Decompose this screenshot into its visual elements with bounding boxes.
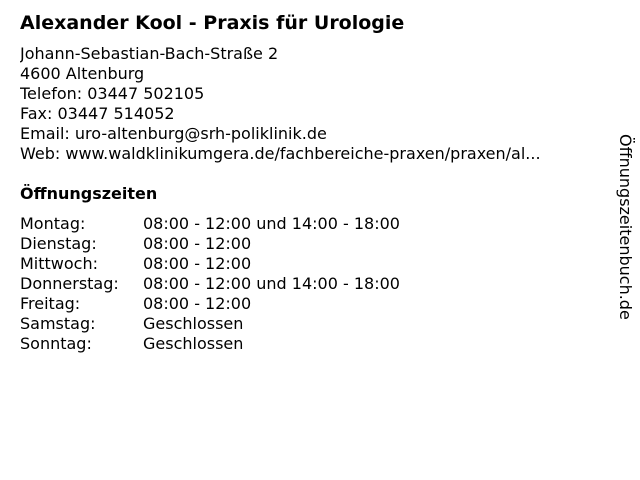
site-brand-vertical: Öffnungszeitenbuch.de [616, 134, 635, 320]
hours-row-wednesday [20, 254, 400, 274]
website-link: Web: www.waldklinikumgera.de/fachbereiche-praxen/praxen/al... [20, 144, 541, 163]
day-label: Mittwoch: [20, 254, 98, 273]
opening-hours-heading: Öffnungszeiten [20, 184, 158, 203]
day-hours: Geschlossen [143, 334, 244, 353]
day-hours: 08:00 - 12:00 [143, 254, 252, 273]
hours-row-thursday [20, 274, 400, 294]
day-label: Sonntag: [20, 334, 92, 353]
hours-row-saturday [20, 314, 400, 334]
phone-number: Telefon: 03447 502105 [20, 84, 205, 103]
day-hours: 08:00 - 12:00 [143, 294, 252, 313]
hours-row-friday [20, 294, 400, 314]
contact-block [20, 44, 595, 164]
opening-hours-list [20, 214, 400, 354]
day-hours: 08:00 - 12:00 und 14:00 - 18:00 [143, 274, 400, 293]
fax-number: Fax: 03447 514052 [20, 104, 175, 123]
day-hours: 08:00 - 12:00 und 14:00 - 18:00 [143, 214, 400, 233]
day-label: Samstag: [20, 314, 96, 333]
hours-row-tuesday [20, 234, 400, 254]
day-label: Dienstag: [20, 234, 97, 253]
hours-row-monday [20, 214, 400, 234]
day-label: Montag: [20, 214, 86, 233]
hours-row-sunday [20, 334, 400, 354]
day-label: Donnerstag: [20, 274, 119, 293]
day-hours: Geschlossen [143, 314, 244, 333]
day-hours: 08:00 - 12:00 [143, 234, 252, 253]
address-city: 4600 Altenburg [20, 64, 145, 83]
email-address: Email: uro-altenburg@srh-poliklinik.de [20, 124, 327, 143]
address-street: Johann-Sebastian-Bach-Straße 2 [20, 44, 279, 63]
page-title: Alexander Kool - Praxis für Urologie [20, 12, 405, 34]
day-label: Freitag: [20, 294, 81, 313]
